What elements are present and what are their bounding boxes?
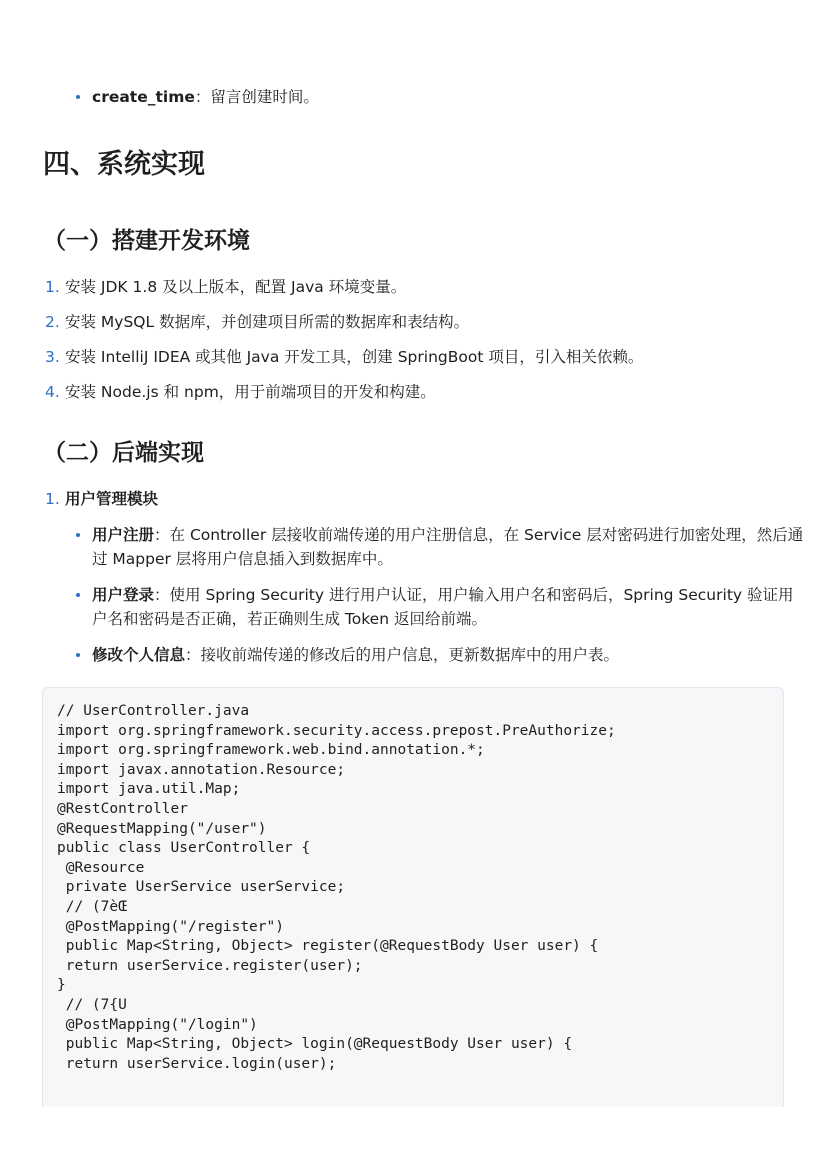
bullet-dot-icon	[76, 533, 80, 537]
code-line: @Resource	[57, 859, 145, 876]
code-line: // UserController.java	[57, 703, 250, 719]
list-number: 4.	[45, 383, 60, 401]
module-title: 用户管理模块	[65, 490, 159, 508]
list-text: 安装 JDK 1.8 及以上版本，配置 Java 环境变量。	[65, 278, 407, 296]
code-line: import javax.annotation.Resource;	[57, 761, 346, 778]
code-line: private UserService userService;	[57, 879, 346, 896]
bullet-user-login	[76, 583, 806, 631]
code-line: public Map<String, Object> register(@RequestBody User user) {	[57, 938, 599, 955]
code-line: import java.util.Map;	[57, 781, 241, 798]
env-section-title: （一）搭建开发环境	[43, 228, 250, 254]
bullet-dot-icon	[76, 95, 80, 99]
list-number: 1.	[45, 278, 60, 296]
module-heading	[45, 487, 158, 511]
code-block	[42, 687, 784, 1107]
bullet-label: 用户登录	[92, 586, 155, 604]
code-line: @PostMapping("/register")	[57, 918, 284, 935]
list-text: 安装 MySQL 数据库，并创建项目所需的数据库和表结构。	[65, 313, 470, 331]
bullet-desc: ：接收前端传递的修改后的用户信息，更新数据库中的用户表。	[185, 646, 620, 664]
field-desc: ：留言创建时间。	[194, 88, 319, 106]
bullet-label: 用户注册	[92, 526, 155, 544]
section-title: 四、系统实现	[43, 149, 205, 180]
list-number: 3.	[45, 348, 60, 366]
env-item	[45, 310, 469, 334]
bullet-dot-icon	[76, 593, 80, 597]
code-line: @RequestMapping("/user")	[57, 820, 267, 837]
code-line: return userService.login(user);	[57, 1055, 337, 1072]
env-item	[45, 275, 406, 299]
list-number: 1.	[45, 490, 60, 508]
bullet-desc: ：使用 Spring Security 进行用户认证，用户输入用户名和密码后，Spring Security 验证用户名和密码是否正确，若正确则生成 Token 返回给前端。	[92, 586, 794, 628]
code-line: import org.springframework.security.access.prepost.PreAuthorize;	[57, 722, 616, 739]
env-item	[45, 345, 643, 369]
list-number: 2.	[45, 313, 60, 331]
bullet-dot-icon	[76, 653, 80, 657]
code-line: public class UserController {	[57, 840, 311, 857]
bullet-user-register	[76, 523, 806, 571]
code-line: import org.springframework.web.bind.annotation.*;	[57, 742, 485, 759]
code-line: // (7{U	[57, 996, 127, 1013]
backend-section-title: （二）后端实现	[43, 440, 204, 466]
code-line: }	[57, 977, 66, 994]
env-item	[45, 380, 436, 404]
list-text: 安装 IntelliJ IDEA 或其他 Java 开发工具，创建 SpringBoot 项目，引入相关依赖。	[65, 348, 644, 366]
bullet-create-time	[76, 85, 319, 109]
list-text: 安装 Node.js 和 npm，用于前端项目的开发和构建。	[65, 383, 436, 401]
code-line: @PostMapping("/login")	[57, 1016, 258, 1033]
code-line: public Map<String, Object> login(@RequestBody User user) {	[57, 1036, 573, 1053]
code-line: // (7èŒ	[57, 898, 127, 915]
code-line: return userService.register(user);	[57, 957, 363, 974]
field-name: create_time	[92, 88, 195, 106]
bullet-edit-profile	[76, 643, 806, 667]
bullet-label: 修改个人信息	[92, 646, 186, 664]
bullet-desc: ：在 Controller 层接收前端传递的用户注册信息，在 Service 层对密码进行加密处理，然后通过 Mapper 层将用户信息插入到数据库中。	[92, 526, 804, 568]
code-line: @RestController	[57, 800, 188, 817]
